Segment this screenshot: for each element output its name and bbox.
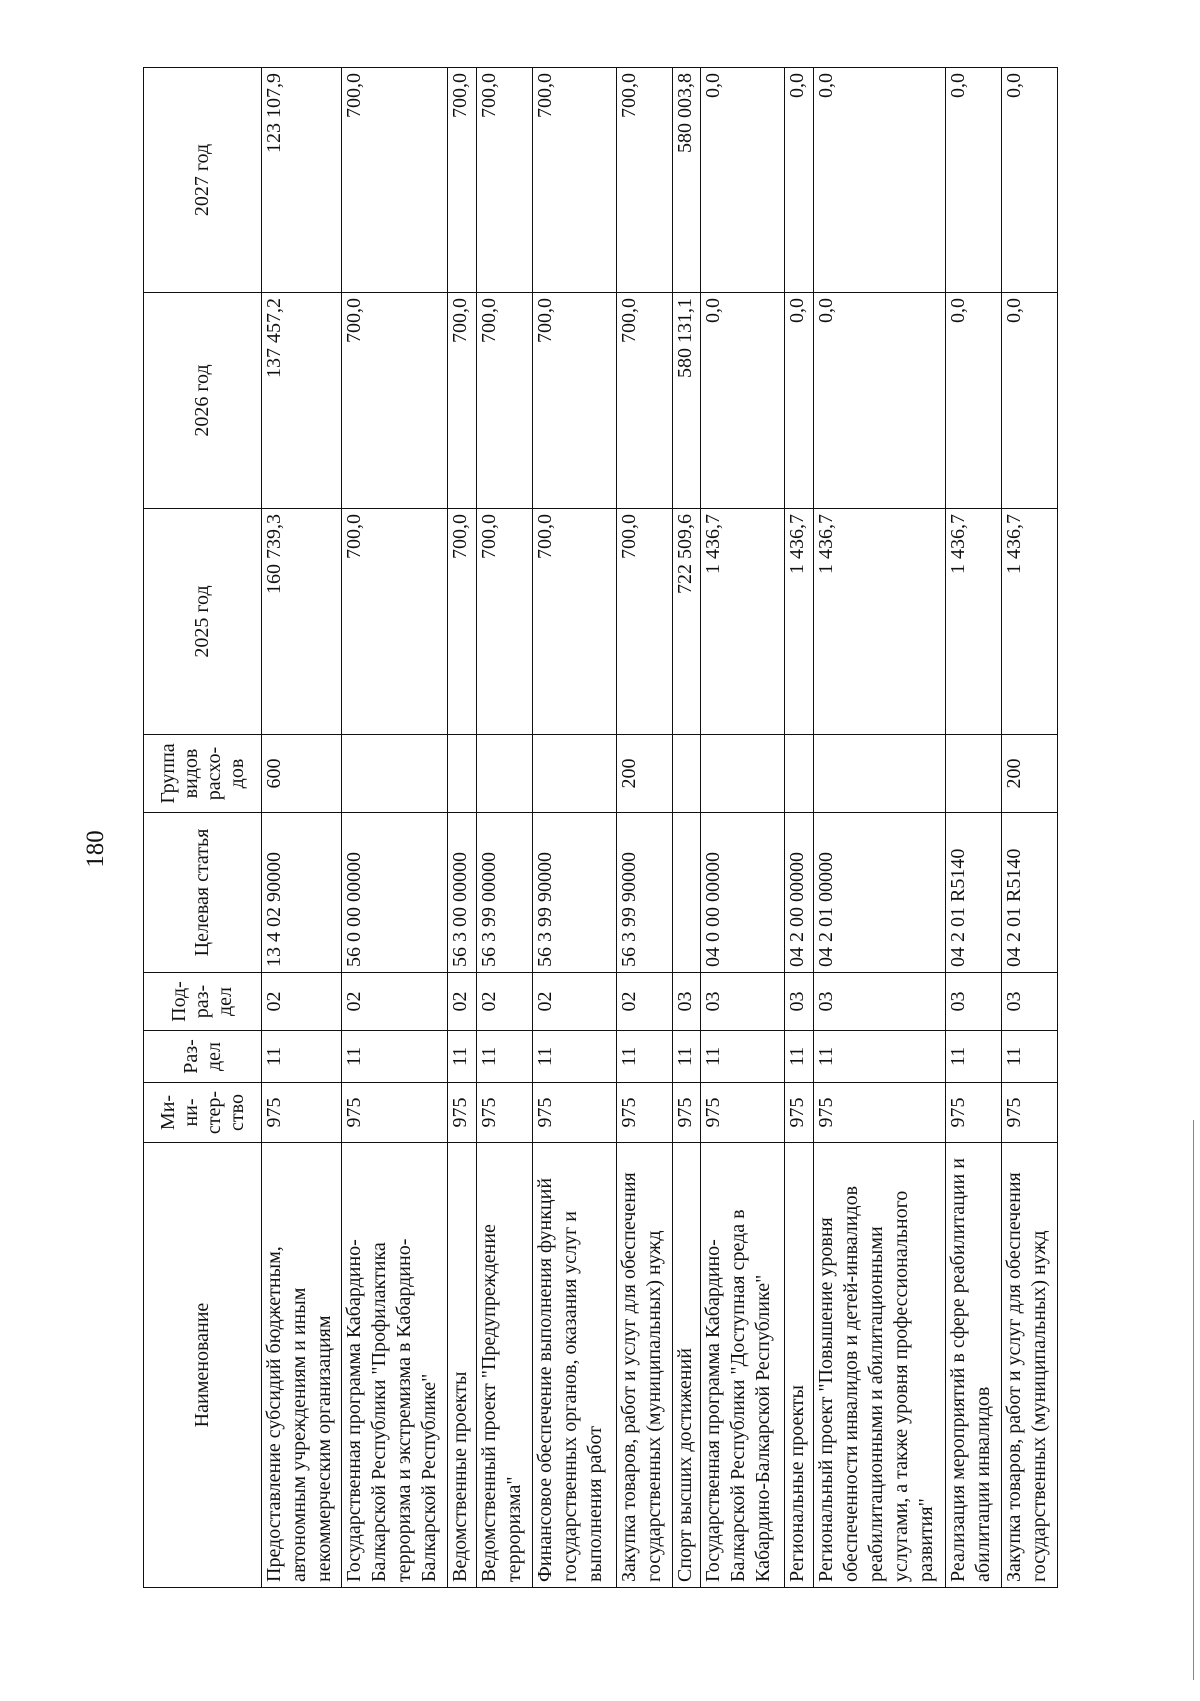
cell-y2027: 0,0 [946, 68, 1002, 293]
cell-section: 11 [532, 1031, 616, 1083]
cell-group [532, 735, 616, 813]
cell-y2027: 580 003,8 [672, 68, 700, 293]
header-group: Группа видов расхо-дов [144, 735, 262, 813]
cell-name: Реализация мероприятий в сфере реабилитации и абилитации инвалидов [946, 1143, 1002, 1588]
cell-group [813, 735, 946, 813]
cell-name: Региональные проекты [785, 1143, 813, 1588]
table-row [616, 68, 672, 1588]
cell-ministry: 975 [616, 1083, 672, 1143]
cell-target: 56 3 99 90000 [616, 813, 672, 973]
table-row [342, 68, 448, 1588]
cell-subsection: 03 [701, 973, 785, 1031]
header-subsection: Под-раз-дел [144, 973, 262, 1031]
cell-name: Ведомственный проект "Предупреждение терроризма" [476, 1143, 532, 1588]
cell-name: Государственная программа Кабардино-Балкарской Республики "Доступная среда в Кабардино-Балкарской Республике" [701, 1143, 785, 1588]
table-row [785, 68, 813, 1588]
cell-y2025: 1 436,7 [1002, 509, 1058, 735]
cell-subsection: 03 [672, 973, 700, 1031]
cell-group: 600 [262, 735, 342, 813]
cell-y2027: 0,0 [701, 68, 785, 293]
cell-group [476, 735, 532, 813]
page-number: 180 [82, 830, 109, 868]
cell-ministry: 975 [701, 1083, 785, 1143]
table-row [262, 68, 342, 1588]
table-row [1002, 68, 1058, 1588]
table-row [813, 68, 946, 1588]
cell-subsection: 02 [616, 973, 672, 1031]
cell-y2027: 700,0 [616, 68, 672, 293]
cell-y2026: 700,0 [342, 293, 448, 509]
cell-section: 11 [813, 1031, 946, 1083]
header-ministry: Ми-ни-стер-ство [144, 1083, 262, 1143]
cell-section: 11 [476, 1031, 532, 1083]
cell-y2025: 1 436,7 [701, 509, 785, 735]
budget-table-rotated [143, 68, 1058, 1588]
cell-name: Предоставление субсидий бюджетным, автономным учреждениям и иным некоммерческим организациям [262, 1143, 342, 1588]
cell-section: 11 [672, 1031, 700, 1083]
cell-ministry: 975 [262, 1083, 342, 1143]
header-2027: 2027 год [144, 68, 262, 293]
cell-y2025: 1 436,7 [946, 509, 1002, 735]
cell-y2026: 700,0 [616, 293, 672, 509]
cell-target: 13 4 02 90000 [262, 813, 342, 973]
cell-section: 11 [616, 1031, 672, 1083]
cell-y2026: 0,0 [813, 293, 946, 509]
cell-target [672, 813, 700, 973]
cell-ministry: 975 [476, 1083, 532, 1143]
cell-target: 56 3 00 00000 [448, 813, 476, 973]
table-header-row [144, 68, 262, 1588]
cell-target: 04 2 01 R5140 [946, 813, 1002, 973]
cell-group [672, 735, 700, 813]
cell-target: 04 2 01 R5140 [1002, 813, 1058, 973]
cell-section: 11 [701, 1031, 785, 1083]
cell-y2026: 0,0 [701, 293, 785, 509]
cell-section: 11 [785, 1031, 813, 1083]
cell-target: 04 2 01 00000 [813, 813, 946, 973]
cell-subsection: 03 [813, 973, 946, 1031]
cell-ministry: 975 [448, 1083, 476, 1143]
cell-y2025: 700,0 [448, 509, 476, 735]
budget-table [143, 67, 1058, 1588]
cell-subsection: 03 [1002, 973, 1058, 1031]
cell-y2027: 0,0 [1002, 68, 1058, 293]
cell-name: Спорт высших достижений [672, 1143, 700, 1588]
table-row [672, 68, 700, 1588]
header-target: Целевая статья [144, 813, 262, 973]
cell-subsection: 02 [532, 973, 616, 1031]
cell-y2026: 700,0 [476, 293, 532, 509]
cell-y2026: 700,0 [532, 293, 616, 509]
cell-y2027: 700,0 [532, 68, 616, 293]
table-body [262, 68, 1058, 1588]
cell-subsection: 02 [262, 973, 342, 1031]
cell-y2025: 722 509,6 [672, 509, 700, 735]
cell-y2026: 700,0 [448, 293, 476, 509]
cell-y2025: 700,0 [616, 509, 672, 735]
cell-y2026: 0,0 [946, 293, 1002, 509]
cell-y2027: 0,0 [813, 68, 946, 293]
cell-ministry: 975 [785, 1083, 813, 1143]
cell-group: 200 [1002, 735, 1058, 813]
cell-name: Ведомственные проекты [448, 1143, 476, 1588]
scan-edge-line [1193, 1120, 1194, 1680]
header-2025: 2025 год [144, 509, 262, 735]
cell-name: Закупка товаров, работ и услуг для обеспечения государственных (муниципальных) нужд [1002, 1143, 1058, 1588]
cell-y2027: 700,0 [342, 68, 448, 293]
cell-y2025: 1 436,7 [785, 509, 813, 735]
cell-ministry: 975 [946, 1083, 1002, 1143]
cell-y2027: 0,0 [785, 68, 813, 293]
cell-group [448, 735, 476, 813]
cell-y2025: 1 436,7 [813, 509, 946, 735]
cell-ministry: 975 [813, 1083, 946, 1143]
cell-subsection: 03 [785, 973, 813, 1031]
cell-y2025: 700,0 [532, 509, 616, 735]
header-section: Раз-дел [144, 1031, 262, 1083]
header-name: Наименование [144, 1143, 262, 1588]
cell-y2026: 0,0 [1002, 293, 1058, 509]
cell-y2027: 700,0 [448, 68, 476, 293]
cell-target: 56 3 99 00000 [476, 813, 532, 973]
cell-subsection: 02 [448, 973, 476, 1031]
cell-target: 04 2 00 00000 [785, 813, 813, 973]
cell-name: Закупка товаров, работ и услуг для обеспечения государственных (муниципальных) нужд [616, 1143, 672, 1588]
table-row [532, 68, 616, 1588]
cell-subsection: 03 [946, 973, 1002, 1031]
cell-group [946, 735, 1002, 813]
cell-y2027: 123 107,9 [262, 68, 342, 293]
cell-target: 56 3 99 90000 [532, 813, 616, 973]
cell-group [785, 735, 813, 813]
cell-y2025: 700,0 [342, 509, 448, 735]
cell-section: 11 [946, 1031, 1002, 1083]
cell-name: Региональный проект "Повышение уровня обеспеченности инвалидов и детей-инвалидов реабилитационными и абилитационными услугами, а также уровня профессионального развития" [813, 1143, 946, 1588]
cell-name: Государственная программа Кабардино-Балкарской Республики "Профилактика терроризма и экстремизма в Кабардино-Балкарской Республике" [342, 1143, 448, 1588]
cell-group: 200 [616, 735, 672, 813]
cell-y2026: 0,0 [785, 293, 813, 509]
cell-target: 56 0 00 00000 [342, 813, 448, 973]
cell-section: 11 [1002, 1031, 1058, 1083]
cell-subsection: 02 [342, 973, 448, 1031]
cell-ministry: 975 [342, 1083, 448, 1143]
cell-y2027: 700,0 [476, 68, 532, 293]
cell-group [701, 735, 785, 813]
cell-ministry: 975 [672, 1083, 700, 1143]
table-row [701, 68, 785, 1588]
cell-section: 11 [262, 1031, 342, 1083]
cell-y2025: 700,0 [476, 509, 532, 735]
table-row [946, 68, 1002, 1588]
cell-subsection: 02 [476, 973, 532, 1031]
cell-section: 11 [448, 1031, 476, 1083]
cell-y2026: 580 131,1 [672, 293, 700, 509]
cell-y2025: 160 739,3 [262, 509, 342, 735]
cell-ministry: 975 [532, 1083, 616, 1143]
cell-group [342, 735, 448, 813]
cell-name: Финансовое обеспечение выполнения функций государственных органов, оказания услуг и выполнения работ [532, 1143, 616, 1588]
cell-ministry: 975 [1002, 1083, 1058, 1143]
table-row [476, 68, 532, 1588]
cell-y2026: 137 457,2 [262, 293, 342, 509]
header-2026: 2026 год [144, 293, 262, 509]
cell-target: 04 0 00 00000 [701, 813, 785, 973]
table-row [448, 68, 476, 1588]
cell-section: 11 [342, 1031, 448, 1083]
